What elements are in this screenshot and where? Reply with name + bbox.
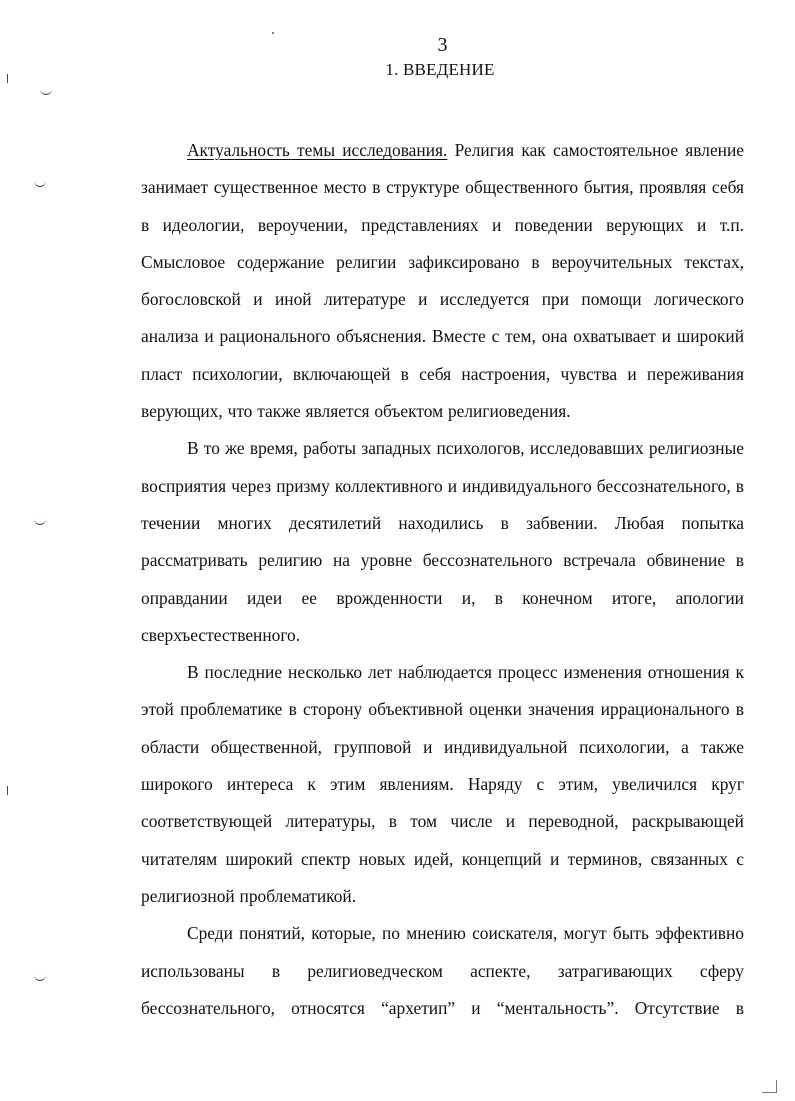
margin-mark — [34, 974, 46, 981]
paragraph-lead-underlined: Актуальность темы исследования. — [187, 140, 448, 160]
margin-mark — [40, 88, 52, 95]
paragraph-4 — [141, 915, 744, 1027]
body-text — [141, 132, 744, 1027]
margin-mark — [7, 786, 8, 795]
paragraph-text: В то же время, работы западных психологов, исследовавших религиозные восприятия через призму коллективного и индивидуального бессознательного, в течении многих десятилетий находились в забвении. Любая попытка рассматривать религию на уровне бессознательного встречала обвинение в оправдании идеи ее врожденности и, в конечном итоге, апологии сверхъестественного. — [141, 438, 744, 645]
paragraph-3 — [141, 654, 744, 915]
section-heading: 1. ВВЕДЕНИЕ — [385, 60, 495, 79]
paragraph-text: Среди понятий, которые, по мнению соискателя, могут быть эффективно использованы в религиоведческом аспекте, затрагивающих сферу бессознательного, относятся “архетип” и “ментальность”. Отсутствие в — [141, 923, 744, 1018]
margin-mark — [34, 518, 46, 525]
paragraph-1 — [141, 132, 744, 430]
paragraph-text: Религия как самостоятельное явление занимает существенное место в структуре общественного бытия, проявляя себя в идеологии, вероучении, представлениях и поведении верующих и т.п. Смысловое содержание религии зафиксировано в вероучительных текстах, богословской и иной литературе и исследуется при помощи логического анализа и рационального объяснения. Вместе с тем, она охватывает и широкий пласт психологии, включающей в себя настроения, чувства и переживания верующих, что также является объектом религиоведения. — [141, 140, 744, 422]
page-number: 3 — [437, 34, 448, 56]
margin-mark — [34, 180, 46, 187]
corner-mark — [762, 1080, 777, 1093]
paragraph-2 — [141, 430, 744, 654]
paragraph-text: В последние несколько лет наблюдается процесс изменения отношения к этой проблематике в сторону объективной оценки значения иррационального в области общественной, групповой и индивидуальной психологии, а также широкого интереса к этим явлениям. Наряду с этим, увеличился круг соответствующей литературы, в том числе и переводной, раскрывающей читателям широкий спектр новых идей, концепций и терминов, связанных с религиозной проблематикой. — [141, 662, 744, 906]
